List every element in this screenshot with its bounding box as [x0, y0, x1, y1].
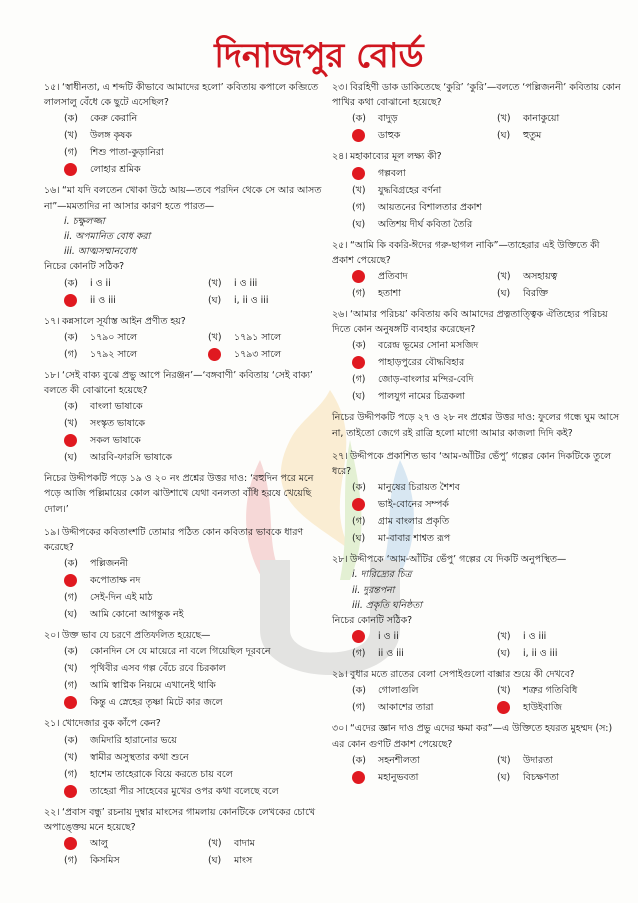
question-block — [44, 80, 332, 178]
question-number: ২৪। — [332, 151, 348, 163]
question-number: ১৯। — [44, 526, 60, 538]
option-text: ১৭৯০ সালে — [90, 331, 138, 343]
option[interactable] — [477, 645, 622, 662]
answer-dot-icon — [497, 701, 510, 714]
question-body: “মা যদি বলতেন খোকা উঠে আয়—তবে পরদিন থেকে সে আর আসত না”—মমতাদির না আসার কারণ হতে পারত— — [44, 185, 322, 212]
question-body: ‘সেই বাক্য বুঝে প্রভু আপে নিরঞ্জন’—‘বঙ্গবাণী’ কবিতায় ‘সেই বাক্য’ বলতে কী বোঝানো হয়েছে? — [44, 369, 313, 397]
option-label: (ক) — [64, 277, 78, 289]
question-number: ২০। — [44, 630, 60, 642]
page-title: দিনাজপুর বোর্ড — [214, 36, 424, 76]
option-text: ii ও iii — [378, 648, 404, 660]
option-text: সহনশীলতা — [378, 754, 420, 766]
question-number: ১৮। — [44, 369, 60, 381]
question-text — [332, 307, 622, 337]
option[interactable] — [44, 660, 332, 677]
option-text: সংস্কৃত ভাষাকে — [90, 418, 145, 430]
option-label: (ক) — [352, 685, 366, 697]
option-label: (ক) — [64, 331, 78, 343]
option-label: (ক) — [352, 340, 366, 352]
question-number: ১৬। — [44, 185, 60, 197]
option[interactable] — [44, 555, 332, 572]
answer-dot-icon — [352, 167, 365, 180]
option-text: i ও iii — [234, 277, 258, 289]
question-body: খোদেজার বুক কাঁপে কেন? — [62, 718, 161, 730]
option-correct[interactable] — [44, 835, 188, 852]
option[interactable] — [188, 275, 332, 292]
option-label: (ঘ) — [497, 771, 511, 783]
question-number: ২৯। — [332, 669, 348, 681]
option-text: অসহায়ত্ব — [523, 271, 558, 283]
option[interactable] — [332, 182, 622, 199]
option[interactable] — [44, 415, 332, 432]
option-label: (খ) — [497, 271, 511, 283]
option[interactable] — [188, 852, 332, 869]
options-list — [332, 268, 622, 302]
stimulus-passage: নিচের উদ্দীপকটি পড়ে ১৯ ও ২০ নং প্রশ্নের উত্তর দাও: ‘বহুদিন পরে মনে পড়ে আজি পল্লিমায়ের কোল ঝাউশাখে যেথা বনলতা বাঁধি হরষে খেয়েছি দোল।’ — [44, 473, 314, 515]
option-correct[interactable] — [44, 783, 332, 800]
answer-dot-icon — [64, 574, 77, 587]
option-label: (গ) — [64, 680, 78, 692]
option-text: আকাশের তারা — [378, 702, 434, 714]
question-text — [44, 628, 332, 643]
question-block — [332, 552, 622, 662]
option-correct[interactable] — [477, 699, 622, 716]
option-label: (খ) — [64, 663, 78, 675]
option[interactable] — [477, 127, 622, 144]
option-text: গ্রাম বাংলার প্রকৃতি — [378, 516, 450, 528]
option[interactable] — [44, 852, 188, 869]
option[interactable] — [44, 749, 332, 766]
option-label: (গ) — [352, 702, 366, 714]
option[interactable] — [44, 677, 332, 694]
option-text: কেরু কেরানি — [90, 113, 138, 125]
option[interactable] — [44, 606, 332, 623]
question-number: ১৭। — [44, 315, 60, 327]
option-text: আয়তনের বিশালতার প্রকাশ — [378, 201, 482, 213]
option[interactable] — [44, 643, 332, 660]
question-body: ‘প্রবাস বন্ধু’ রচনায় দুম্বার মাংসের গামলায় কোনটিকে লেখকের চোখে অপাঙ্ক্তেয় মনে হয়েছে? — [44, 806, 316, 833]
answer-dot-icon — [64, 163, 77, 176]
statement-item: ii. দুরন্তপনা — [352, 584, 395, 596]
option-label: (গ) — [352, 374, 366, 386]
option[interactable] — [188, 835, 332, 852]
option-text: তাহেরা পীর সাহেবের মুখের ওপর কথা বলেছে বলে — [90, 785, 279, 797]
option[interactable] — [332, 530, 622, 547]
option-text: i ও ii — [378, 631, 399, 643]
option-label: (খ) — [64, 751, 78, 763]
option-correct[interactable] — [44, 161, 332, 178]
option-text: ডাহুক — [378, 130, 401, 142]
option-label: (খ) — [208, 331, 222, 343]
option-label: (গ) — [352, 648, 366, 660]
options-list — [44, 329, 332, 363]
option-label: (ঘ) — [64, 609, 78, 621]
option-text: ১৭৯১ সালে — [234, 331, 281, 343]
option-text: ভাই-বোনের সম্পর্ক — [378, 499, 449, 511]
left-column — [44, 80, 332, 874]
option[interactable] — [44, 110, 332, 127]
option-label: (ঘ) — [497, 130, 511, 142]
question-text — [332, 80, 622, 110]
option-text: আরবি-ফারসি ভাষাকে — [90, 452, 172, 464]
statement-item: i. দারিদ্র্যের চিত্র — [352, 569, 412, 581]
option[interactable] — [477, 769, 622, 786]
options-list — [332, 628, 622, 662]
question-body: “আমি কি বকরি-ঈদের গরু-ছাগল নাকি”—তাহেরার এই উক্তিতে কী প্রকাশ পেয়েছে? — [332, 239, 600, 266]
option-text: পল্লিজননী — [90, 558, 128, 570]
question-block — [44, 314, 332, 363]
question-block — [44, 525, 332, 623]
option-text: ii ও iii — [90, 294, 116, 306]
options-list — [332, 110, 622, 144]
option-text: i ও iii — [523, 631, 547, 643]
question-text — [332, 721, 622, 751]
question-block — [44, 368, 332, 466]
option-text: হাশেম তাহেরাকে বিয়ে করতে চায় বলে — [90, 768, 233, 780]
option-label: (ঘ) — [352, 391, 366, 403]
options-list — [44, 643, 332, 711]
option-text: সেই-দিন এই মাঠ — [90, 592, 153, 604]
option[interactable] — [477, 628, 622, 645]
answer-dot-icon — [352, 356, 365, 369]
option[interactable] — [44, 127, 332, 144]
answer-dot-icon — [352, 498, 365, 511]
option[interactable] — [44, 346, 188, 363]
option-text: হতাশা — [378, 288, 401, 300]
options-list — [332, 682, 622, 716]
question-block — [332, 149, 622, 232]
answer-dot-icon — [352, 270, 365, 283]
question-body: কন্নসালে সূর্যাস্ত আইন প্রণীত হয়? — [62, 315, 186, 327]
options-list — [332, 165, 622, 233]
option-text: কপোতাক্ষ নদ — [90, 575, 141, 587]
option-text: i, ii ও iii — [523, 648, 558, 660]
options-list — [44, 110, 332, 178]
option-text: উদারতা — [523, 754, 553, 766]
option-text: আমি কোনো আগন্তুক নই — [90, 609, 184, 621]
option[interactable] — [44, 275, 188, 292]
question-block — [332, 80, 622, 144]
option-text: গল্পবলা — [378, 167, 406, 179]
question-block — [44, 805, 332, 869]
option-text: সকল ভাষাকে — [90, 435, 141, 447]
option-text: জোড়-বাংলার মন্দির-বেদি — [378, 374, 474, 386]
option-correct[interactable] — [332, 165, 622, 182]
question-body: উদ্দীপকে ‘আম-আঁটির ভেঁপু’ গল্পের যে দিকটি অনুপস্থিত— — [350, 554, 567, 566]
option-text: যুদ্ধবিগ্রহের বর্ণনা — [378, 184, 442, 196]
option[interactable] — [332, 371, 622, 388]
answer-dot-icon — [352, 630, 365, 643]
statement-item: iii. প্রকৃতি ঘনিষ্ঠতা — [352, 599, 422, 611]
question-text — [44, 716, 332, 731]
question-body: উদ্দীপকের কবিতাংশটি তোমার পঠিত কোন কবিতার ভাবকে ধারণ করেছে? — [44, 526, 304, 554]
option-text: কিন্তু এ স্নেহের তৃষ্ণা মিটে কার জলে — [90, 697, 223, 709]
option[interactable] — [332, 513, 622, 530]
question-block — [332, 449, 622, 547]
option-text: কোনদিন সে যে মায়েরে না বলে গিয়েছিল দূরবনে — [90, 646, 271, 658]
option-label: (খ) — [497, 685, 511, 697]
option[interactable] — [477, 682, 622, 699]
answer-dot-icon — [64, 294, 77, 307]
question-body: “এদের জ্ঞান দাও প্রভু এদের ক্ষমা কর”—এ উক্তিতে হযরত মুহম্মদ (স:) এর কোন গুণটি প্রকাশ পেয়েছে? — [332, 723, 613, 750]
options-list — [332, 752, 622, 786]
option-label: (গ) — [352, 288, 366, 300]
option-text: মহানুভবতা — [378, 771, 419, 783]
option-text: ১৭৯২ সালে — [90, 348, 138, 360]
option-text: বাদুড় — [378, 113, 398, 125]
question-block — [332, 667, 622, 716]
question-subprompt: নিচের কোনটি সঠিক? — [332, 615, 413, 627]
option[interactable] — [332, 388, 622, 405]
option[interactable] — [44, 589, 332, 606]
option-correct[interactable] — [332, 628, 477, 645]
answer-dot-icon — [208, 348, 221, 361]
option-text: আলু — [90, 838, 108, 850]
option-label: (গ) — [64, 348, 78, 360]
option[interactable] — [477, 110, 622, 127]
option-text: অতিশয় দীর্ঘ কবিতা তৈরি — [378, 218, 473, 230]
option-label: (ঘ) — [497, 648, 511, 660]
option-text: বিচক্ষণতা — [523, 771, 559, 783]
stimulus-passage: নিচের উদ্দীপকটি পড়ে ২৭ ও ২৮ নং প্রশ্নের উত্তর দাও: ফুলের গন্ধে ঘুম আসে না, তাইতো জেগে রই রাত্রি হলো মাগো আমার কাজলা দিদি কই? — [332, 412, 620, 439]
option[interactable] — [332, 199, 622, 216]
question-number: ২৩। — [332, 82, 348, 93]
option-label: (ঘ) — [352, 533, 366, 545]
option[interactable] — [332, 752, 477, 769]
question-text — [44, 805, 332, 835]
option-label: (খ) — [352, 184, 366, 196]
question-number: ২৫। — [332, 239, 348, 251]
option-correct[interactable] — [44, 572, 332, 589]
option-correct[interactable] — [332, 127, 477, 144]
answer-dot-icon — [64, 837, 77, 850]
option-text: শিশু পাতা-কুড়ানিরা — [90, 147, 164, 159]
option-text: পৃথিবীর এসব গল্প বেঁচে রবে চিরকাল — [90, 663, 226, 675]
question-text — [332, 552, 622, 567]
option-text: পালযুগ নামের চিত্রকলা — [378, 391, 465, 403]
option-correct[interactable] — [188, 346, 332, 363]
option-text: আমি স্বাপ্নিক নিয়মে এখানেই থাকি — [90, 680, 216, 692]
statement-item: ii. অপমানিত বোধ করা — [64, 231, 151, 243]
option-text: মানুষের চিরায়ত শৈশব — [378, 482, 460, 494]
option[interactable] — [44, 732, 332, 749]
option-label: (গ) — [64, 147, 78, 159]
option-correct[interactable] — [44, 292, 188, 309]
question-number: ২১। — [44, 718, 60, 730]
option-text: হুতুম — [523, 130, 542, 142]
option-label: (ক) — [352, 482, 366, 494]
options-list — [44, 398, 332, 466]
option-text: কানাকুয়ো — [523, 113, 560, 125]
option-text: বরেন্দ্র ভূমের সোনা মসজিদ — [378, 340, 479, 352]
question-number: ২৭। — [332, 450, 348, 462]
option[interactable] — [44, 329, 188, 346]
question-text — [44, 525, 332, 555]
question-text — [44, 314, 332, 329]
answer-dot-icon — [352, 771, 365, 784]
question-block — [44, 628, 332, 711]
option-label: (ক) — [64, 646, 78, 658]
question-subprompt: নিচের কোনটি সঠিক? — [44, 261, 125, 273]
option-label: (খ) — [64, 418, 78, 430]
option-label: (খ) — [497, 631, 511, 643]
option-correct[interactable] — [332, 354, 622, 371]
option-label: (ক) — [352, 113, 366, 125]
option-label: (গ) — [64, 768, 78, 780]
option-text: লোহার শ্রমিক — [90, 164, 141, 176]
question-body: ‘স্বাধীনতা, এ শব্দটি কীভাবে আমাদের হলো’ কবিতায় কপালে কব্জিতে লালসালু বেঁধে কে ছুটে এসেছিল? — [44, 82, 318, 109]
option[interactable] — [332, 479, 622, 496]
option-label: (ঘ) — [208, 294, 222, 306]
option-correct[interactable] — [44, 432, 332, 449]
question-text — [332, 238, 622, 268]
question-text — [332, 667, 622, 682]
option-label: (গ) — [64, 855, 78, 867]
option[interactable] — [477, 268, 622, 285]
option-label: (ক) — [64, 401, 78, 413]
option-label: (ঘ) — [352, 218, 366, 230]
answer-dot-icon — [64, 434, 77, 447]
option-text: ১৭৯৩ সালে — [234, 348, 282, 360]
question-block — [332, 721, 622, 785]
statement-item: i. চক্ষুলজ্জা — [64, 215, 105, 227]
option-text: হাউইবাজি — [523, 702, 562, 714]
option-label: (খ) — [208, 277, 222, 289]
option-text: পাহাড়পুরের বৌদ্ধবিহার — [378, 357, 465, 369]
option-text: প্রতিবাদ — [378, 271, 408, 283]
options-list — [332, 337, 622, 405]
answer-dot-icon — [64, 696, 77, 709]
option-label: (ঘ) — [208, 855, 222, 867]
question-body: ‘আমার পরিচয়’ কবিতায় কবি আমাদের প্রত্নতাত্ত্বিক ঐতিহ্যের পরিচয় দিতে কোন অনুষঙ্গটি ব্যবহার করেছেন? — [332, 309, 608, 336]
option[interactable] — [477, 285, 622, 302]
question-text — [332, 149, 622, 164]
question-number: ২৮। — [332, 554, 348, 566]
option-text: i ও ii — [90, 277, 111, 289]
option-text: বিরক্তি — [523, 288, 548, 300]
option-label: (খ) — [497, 754, 511, 766]
option-correct[interactable] — [44, 694, 332, 711]
answer-dot-icon — [352, 129, 365, 142]
question-body: বিরহিণী ডাক ডাকিতেছে ‘কুরি’ ‘কুরি’—বলতে ‘পল্লিজননী’ কবিতায় কোন পাখির কথা বোঝানো হয়েছে? — [332, 82, 621, 109]
option-text: মাংস — [234, 855, 253, 867]
question-number: ১৫। — [44, 82, 60, 93]
option[interactable] — [477, 752, 622, 769]
option-text: স্বামীর অসুস্থতার কথা শুনে — [90, 751, 189, 763]
option-label: (ঘ) — [497, 288, 511, 300]
statement-item: iii. আত্মসম্মানবোধ — [64, 246, 137, 258]
option-label: (ঘ) — [64, 452, 78, 464]
option[interactable] — [332, 682, 477, 699]
question-text — [332, 449, 622, 479]
option[interactable] — [332, 699, 477, 716]
question-number: ৩০। — [332, 723, 348, 735]
question-body: মহাকাব্যের মূল লক্ষ্য কী? — [350, 151, 442, 163]
options-list — [44, 275, 332, 309]
option-text: গোলাগুলি — [378, 685, 419, 697]
options-list — [44, 732, 332, 800]
option[interactable] — [44, 766, 332, 783]
question-block — [44, 183, 332, 308]
option-label: (ক) — [64, 558, 78, 570]
option-label: (ক) — [64, 113, 78, 125]
option-label: (গ) — [352, 516, 366, 528]
question-number: ২৬। — [332, 309, 348, 321]
option-text: মা-বাবার শাশ্বত রূপ — [378, 533, 451, 545]
option[interactable] — [332, 337, 622, 354]
option-text: শত্রুর গতিবিধি — [523, 685, 578, 697]
option-text: i, ii ও iii — [234, 294, 269, 306]
option-label: (গ) — [64, 592, 78, 604]
option-label: (ক) — [352, 754, 366, 766]
question-block — [332, 238, 622, 302]
option[interactable] — [44, 144, 332, 161]
option-text: বাংলা ভাষাকে — [90, 401, 143, 413]
option-label: (খ) — [497, 113, 511, 125]
option[interactable] — [332, 645, 477, 662]
option-text: উলঙ্গ কৃষক — [90, 130, 132, 142]
option-text: জমিদারি হারানোর ভয়ে — [90, 734, 177, 746]
option-label: (খ) — [64, 130, 78, 142]
option[interactable] — [332, 216, 622, 233]
option-correct[interactable] — [332, 496, 622, 513]
question-number: ২২। — [44, 806, 60, 818]
option-label: (ক) — [64, 734, 78, 746]
question-body: বুধার মতে রাতের বেলা সেপাইগুলো বাক্সার শুয়ে কী দেখবে? — [350, 669, 575, 681]
options-list — [44, 835, 332, 869]
question-text — [44, 183, 332, 213]
option[interactable] — [44, 398, 332, 415]
question-block — [332, 307, 622, 405]
options-list — [44, 555, 332, 623]
option-label: (খ) — [208, 838, 222, 850]
option-correct[interactable] — [332, 268, 477, 285]
question-body: উদ্দীপকে প্রকাশিত ভাব ‘আম-আঁটির ভেঁপু’ গল্পের কোন দিকটিকে তুলে ধরে? — [332, 450, 611, 478]
option-correct[interactable] — [332, 769, 477, 786]
options-list — [332, 479, 622, 547]
question-text — [44, 80, 332, 110]
option-text: বাদাম — [234, 838, 255, 850]
question-block — [44, 716, 332, 799]
answer-dot-icon — [64, 785, 77, 798]
option-text: কিসমিস — [90, 855, 120, 867]
option[interactable] — [188, 329, 332, 346]
question-text — [44, 368, 332, 398]
option[interactable] — [332, 110, 477, 127]
option[interactable] — [332, 285, 477, 302]
option-label: (গ) — [352, 201, 366, 213]
right-column — [332, 80, 622, 791]
question-body: উক্ত ভাব যে চরণে প্রতিফলিত হয়েছে— — [62, 630, 211, 642]
option[interactable] — [44, 449, 332, 466]
option[interactable] — [188, 292, 332, 309]
